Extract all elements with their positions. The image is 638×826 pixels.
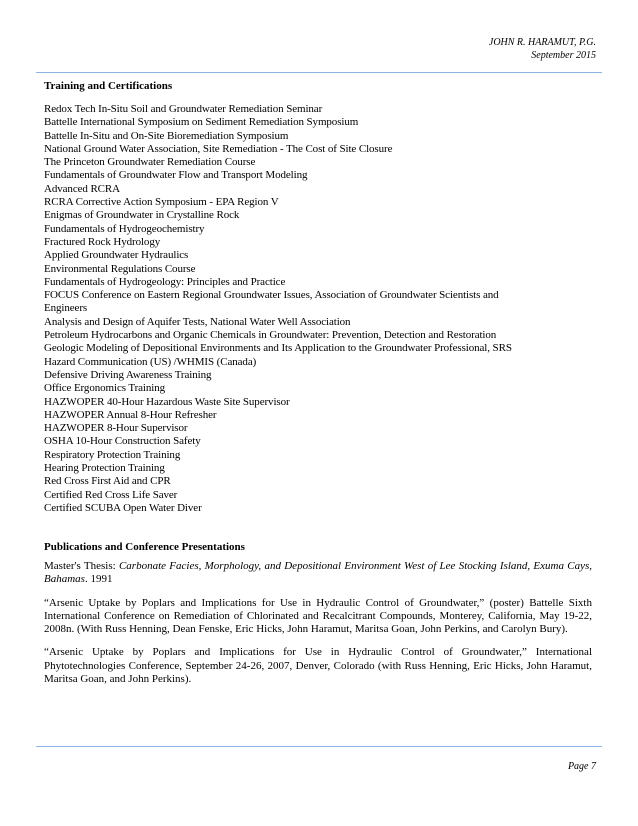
publications-heading: Publications and Conference Presentations <box>44 541 245 553</box>
author-name: JOHN R. HARAMUT, P.G. <box>488 37 596 48</box>
training-item: OSHA 10-Hour Construction Safety <box>44 435 201 448</box>
footer-divider <box>36 746 602 747</box>
training-item: Respiratory Protection Training <box>44 448 181 461</box>
training-item: Battelle International Symposium on Sediment Remediation Symposium <box>44 116 359 129</box>
training-item: Certified Red Cross Life Saver <box>44 488 178 501</box>
training-item: Fundamentals of Hydrogeology: Principles and Practice <box>44 275 286 288</box>
training-item: Hearing Protection Training <box>44 462 165 475</box>
training-item: HAZWOPER Annual 8-Hour Refresher <box>44 408 217 421</box>
header-date: September 2015 <box>531 50 596 61</box>
training-item: Fractured Rock Hydrology <box>44 235 161 248</box>
header-divider <box>36 72 602 73</box>
training-heading: Training and Certifications <box>44 80 173 92</box>
training-item: Certified SCUBA Open Water Diver <box>44 501 202 514</box>
training-item: Office Ergonomics Training <box>44 382 166 395</box>
training-item: Red Cross First Aid and CPR <box>44 475 171 488</box>
training-item: Hazard Communication (US) /WHMIS (Canada) <box>44 355 257 368</box>
publication-entry: “Arsenic Uptake by Poplars and Implications for Use in Hydraulic Control of Groundwater,” International Phytotechnologies Conference, September 24-26, 2007, Denver, Colorado (with Russ Henning, Eric Hicks, John Haramut, Maritsa Goan, and John Perkins). <box>44 646 592 686</box>
training-item: Environmental Regulations Course <box>44 262 196 275</box>
training-item: HAZWOPER 8-Hour Supervisor <box>44 422 188 435</box>
training-item: Geologic Modeling of Depositional Environments and Its Application to the Groundwater Professional, SRS <box>44 342 512 355</box>
training-item: The Princeton Groundwater Remediation Course <box>44 156 256 169</box>
training-item: Petroleum Hydrocarbons and Organic Chemicals in Groundwater: Prevention, Detection and Restoration <box>44 329 497 342</box>
page-number: Page 7 <box>567 761 596 772</box>
training-item: FOCUS Conference on Eastern Regional Groundwater Issues, Association of Groundwater Scientists and Engineers <box>44 289 499 315</box>
training-item: Enigmas of Groundwater in Crystalline Rock <box>44 209 240 222</box>
thesis-prefix: Master's Thesis: <box>44 560 119 572</box>
thesis-suffix: . 1991 <box>84 573 113 586</box>
training-item: National Ground Water Association, Site Remediation - The Cost of Site Closure <box>44 142 393 155</box>
thesis-entry <box>44 560 592 587</box>
training-item: Advanced RCRA <box>44 182 120 195</box>
training-item: Fundamentals of Groundwater Flow and Transport Modeling <box>44 169 308 182</box>
training-list <box>44 103 604 515</box>
training-item: Redox Tech In-Situ Soil and Groundwater Remediation Seminar <box>44 103 323 115</box>
thesis-title: Carbonate Facies, Morphology, and Depositional Environment West of Lee Stocking Island, Exuma Cays, Bahamas <box>44 560 592 586</box>
training-item: Applied Groundwater Hydraulics <box>44 249 189 262</box>
publication-entry: “Arsenic Uptake by Poplars and Implications for Use in Hydraulic Control of Groundwater,” (poster) Battelle Sixth International Conference on Remediation of Chlorinated and Recalcitrant Compounds, Monterey, California, May 19-22, 2008n. (With Russ Henning, Dean Fenske, Eric Hicks, John Haramut, Maritsa Goan, John Perkins, and Carolyn Bury). <box>44 596 592 636</box>
publications-list <box>44 560 592 696</box>
training-item: Defensive Driving Awareness Training <box>44 368 212 381</box>
page-header <box>489 36 596 62</box>
training-item: RCRA Corrective Action Symposium - EPA Region V <box>44 196 279 209</box>
training-item: Fundamentals of Hydrogeochemistry <box>44 222 205 235</box>
training-item: Battelle In-Situ and On-Site Bioremediation Symposium <box>44 129 289 142</box>
training-item: HAZWOPER 40-Hour Hazardous Waste Site Supervisor <box>44 395 290 408</box>
training-item: Analysis and Design of Aquifer Tests, National Water Well Association <box>44 315 351 328</box>
